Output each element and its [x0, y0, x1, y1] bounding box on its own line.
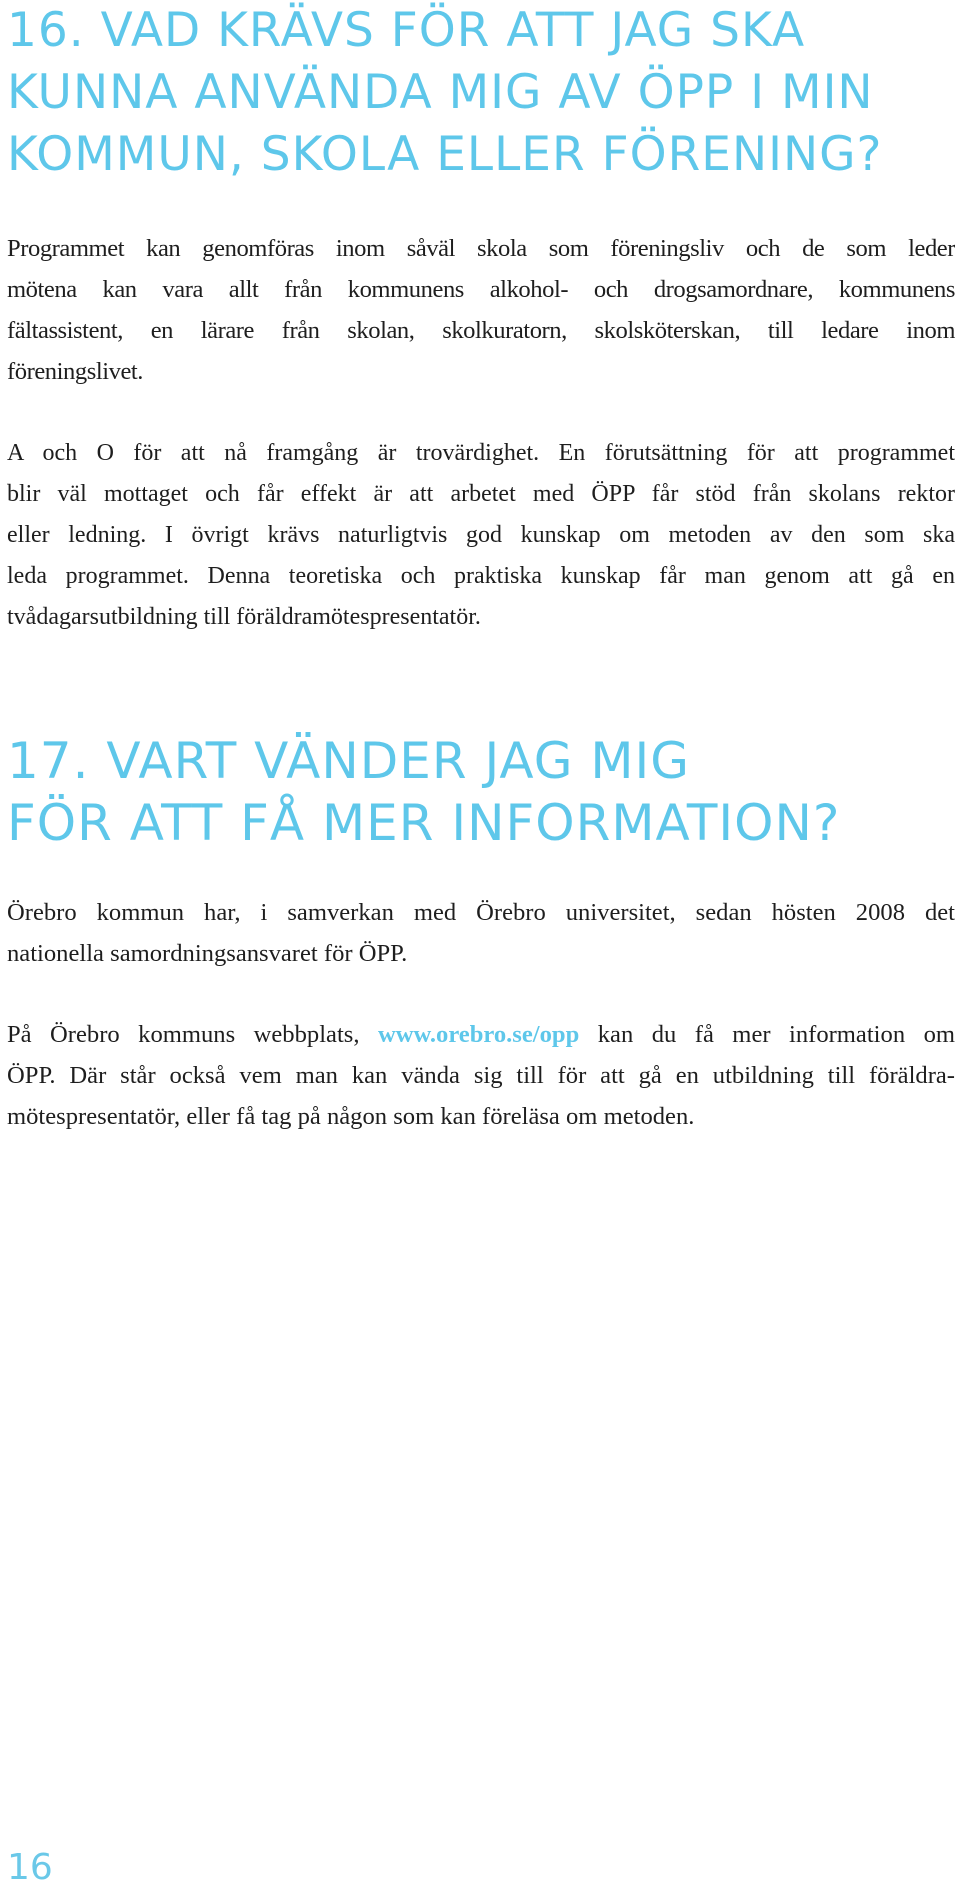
heading-line: KUNNA ANVÄNDA MIG AV ÖPP I MIN — [7, 65, 874, 120]
paragraph-line: A och O för att nå framgång är trovärdighet. En förutsättning för att programmet — [7, 440, 955, 466]
section-17-heading — [7, 730, 840, 854]
paragraph-line: Örebro kommun har, i samverkan med Örebro universitet, sedan hösten 2008 det — [7, 899, 955, 926]
heading-line: KOMMUN, SKOLA ELLER FÖRENING? — [7, 127, 883, 182]
paragraph-line: mötespresentatör, eller få tag på någon som kan föreläsa om metoden. — [7, 1103, 695, 1130]
paragraph-line: tvådagarsutbildning till föräldramötespresentatör. — [7, 604, 481, 630]
paragraph-line: föreningslivet. — [7, 358, 143, 385]
paragraph-line: blir väl mottaget och får effekt är att arbetet med ÖPP får stöd från skolans rektor — [7, 481, 955, 507]
text-segment: På Örebro kommuns webbplats, — [7, 1021, 378, 1048]
heading-line: 16. VAD KRÄVS FÖR ATT JAG SKA — [7, 3, 806, 58]
paragraph-line: ÖPP. Där står också vem man kan vända sig till för att gå en utbildning till föräldra- — [7, 1062, 955, 1089]
paragraph-line: Programmet kan genomföras inom såväl skola som föreningsliv och de som leder — [7, 235, 955, 262]
page-number: 16 — [7, 1847, 53, 1888]
section-17-paragraph-2 — [7, 1014, 955, 1137]
text-segment: kan du få mer information om — [579, 1021, 955, 1048]
paragraph-line: mötena kan vara allt från kommunens alkohol- och drogsamordnare, kommunens — [7, 276, 955, 303]
paragraph-line: fältassistent, en lärare från skolan, skolkuratorn, skolsköterskan, till ledare inom — [7, 317, 955, 344]
section-16-heading — [7, 0, 883, 186]
heading-line: 17. VART VÄNDER JAG MIG — [7, 732, 690, 790]
paragraph-line: eller ledning. I övrigt krävs naturligtvis god kunskap om metoden av den som ska — [7, 522, 955, 548]
paragraph-line — [7, 1014, 955, 1055]
section-17-paragraph-1 — [7, 892, 955, 974]
website-link[interactable]: www.orebro.se/opp — [377, 1021, 580, 1048]
section-16-paragraph-2 — [7, 433, 955, 638]
section-16-paragraph-1 — [7, 228, 955, 392]
paragraph-line: nationella samordningsansvaret för ÖPP. — [7, 940, 408, 967]
paragraph-line: leda programmet. Denna teoretiska och praktiska kunskap får man genom att gå en — [7, 563, 955, 589]
heading-line: FÖR ATT FÅ MER INFORMATION? — [7, 794, 841, 852]
